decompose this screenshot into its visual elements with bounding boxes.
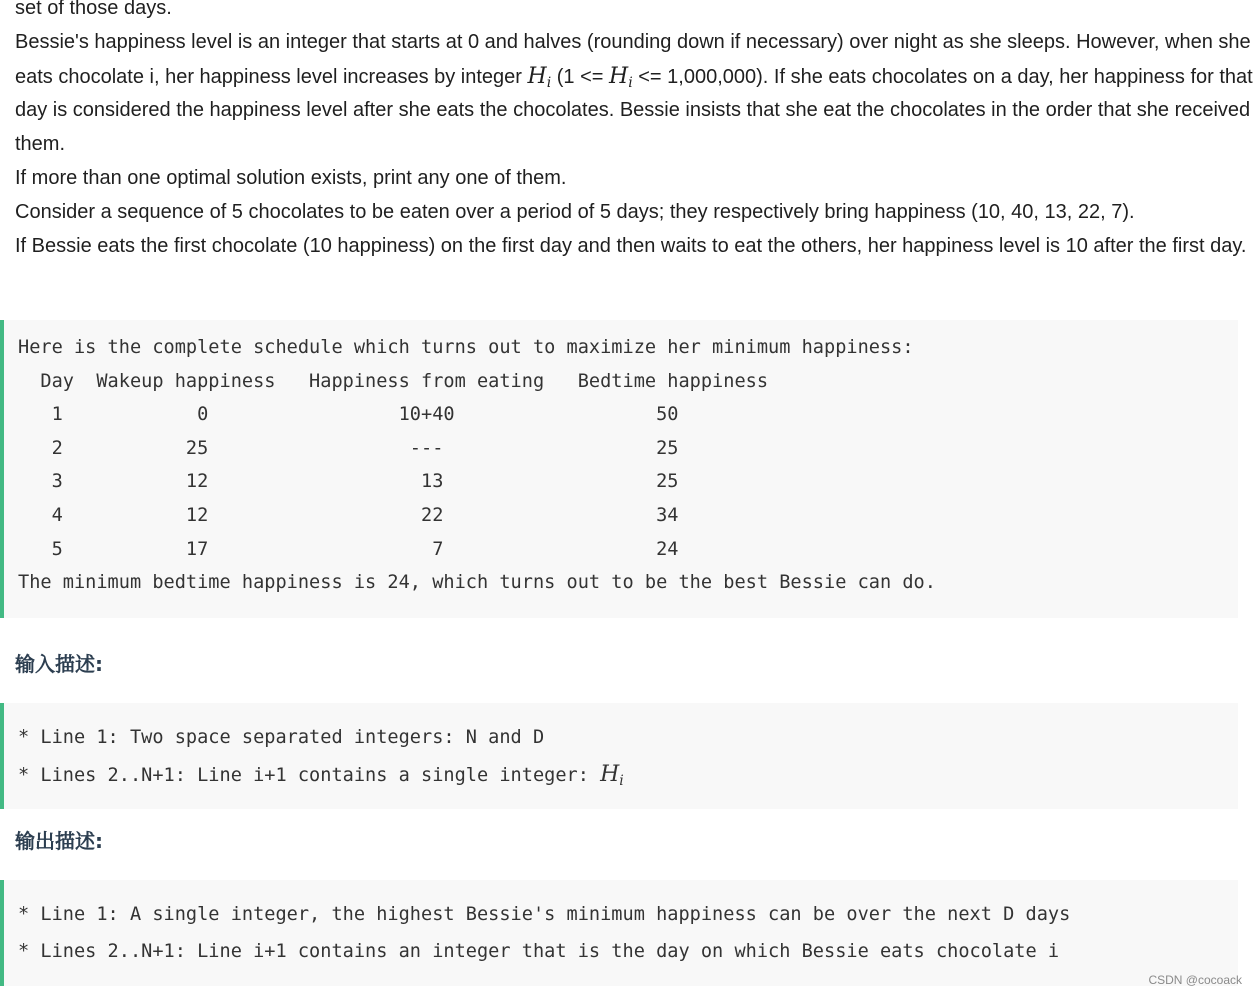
code-line: * Line 1: A single integer, the highest Bessie's minimum happiness can be over the next D days [18,904,1071,925]
math-h-i: $H_i$ [609,63,633,91]
code-line: 5 17 7 24 [18,538,679,560]
input-code-block [0,703,1238,809]
code-line: 1 0 10+40 50 [18,404,679,426]
output-description-heading: 输出描述: [15,829,103,853]
code-line: * Lines 2..N+1: Line i+1 contains a single integer: $H_i$ [18,762,624,789]
paragraph-happiness-part2: (1 <= [551,65,610,88]
paragraph-first-day: If Bessie eats the first chocolate (10 happiness) on the first day and then waits to eat the others, her happiness level is 10 after the first day. [15,234,1247,257]
problem-description [15,0,1255,263]
schedule-code-block [0,320,1238,618]
paragraph-happiness-part3: <= 1,000,000). If she eats chocolates on a day, her happiness for that day is considered the happiness level after she eats the chocolates. Bessie insists that she eat the chocolates in the order that she received them. [15,65,1253,156]
paragraph-happiness [15,26,1255,162]
paragraph-happiness-part1: Bessie's happiness level is an integer that starts at 0 and halves (rounding down if necessary) over night as she sleeps. However, when she eats chocolate i, her happiness level increases by integer [15,30,1251,88]
csdn-watermark: CSDN @cocoack [1148,973,1242,987]
code-line: Day Wakeup happiness Happiness from eating Bedtime happiness [18,370,769,392]
code-line: * Lines 2..N+1: Line i+1 contains an integer that is the day on which Bessie eats chocolate i [18,941,1060,962]
code-line: 2 25 --- 25 [18,437,679,459]
output-code-block [0,880,1238,986]
math-h-i: $H_i$ [600,762,624,789]
paragraph-days: set of those days. [15,0,172,19]
paragraph-optimal: If more than one optimal solution exists, print any one of them. [15,166,567,189]
input-description-heading: 输入描述: [15,652,103,676]
paragraph-sequence: Consider a sequence of 5 chocolates to be eaten over a period of 5 days; they respectively bring happiness (10, 40, 13, 22, 7). [15,200,1135,223]
code-line: * Line 1: Two space separated integers: N and D [18,727,545,748]
code-line: 4 12 22 34 [18,504,679,526]
code-line: 3 12 13 25 [18,471,679,493]
code-line: Here is the complete schedule which turns out to maximize her minimum happiness: [18,337,914,358]
code-line: The minimum bedtime happiness is 24, which turns out to be the best Bessie can do. [18,572,936,594]
math-h-i: $H_i$ [527,63,552,91]
